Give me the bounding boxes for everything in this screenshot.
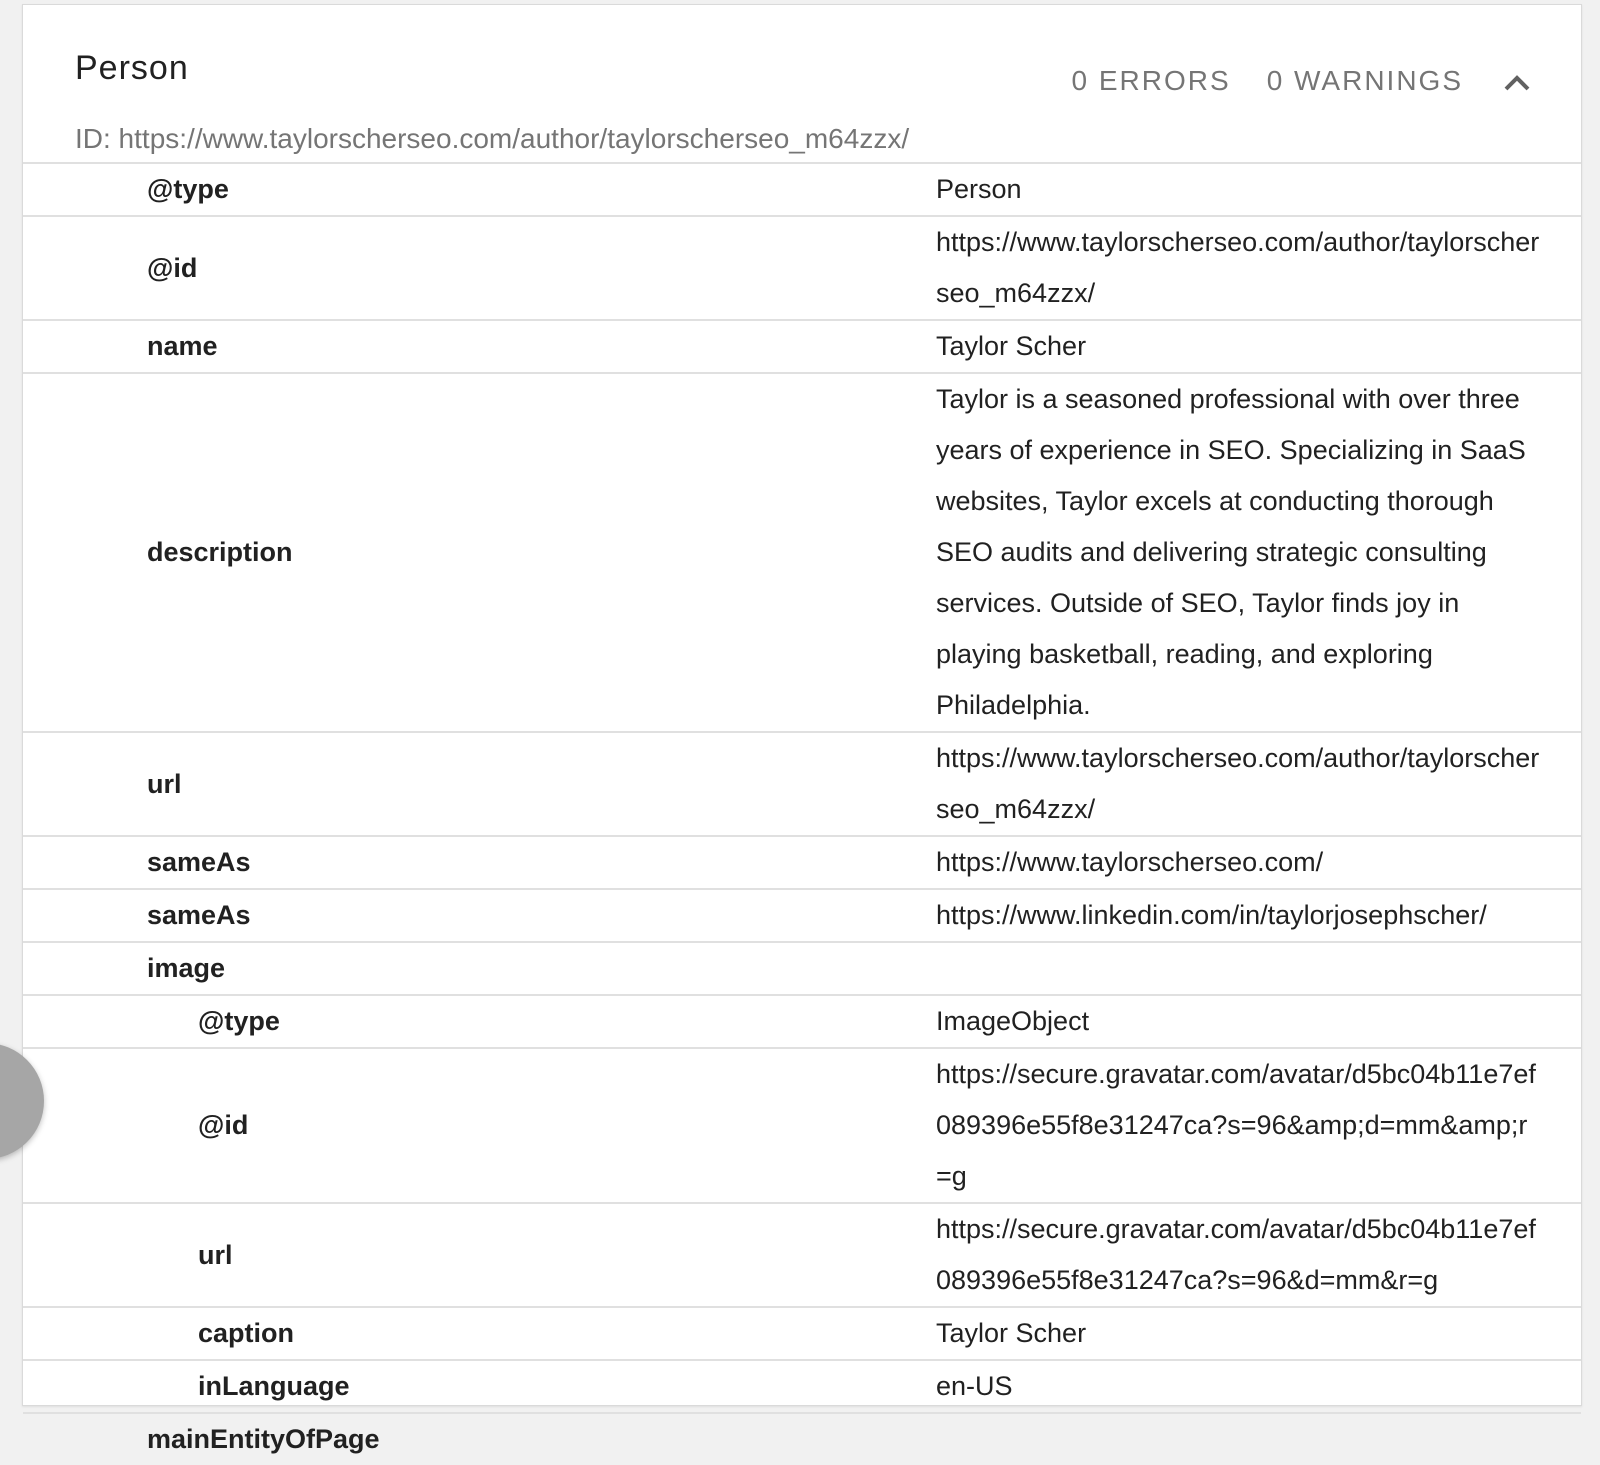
- property-value: https://www.taylorscherseo.com/: [936, 836, 1581, 889]
- property-value: https://www.taylorscherseo.com/author/taylorscherseo_m64zzx/: [936, 216, 1581, 320]
- property-value: [936, 942, 1581, 995]
- item-id: ID: https://www.taylorscherseo.com/author/taylorscherseo_m64zzx/: [75, 123, 910, 154]
- property-key: url: [23, 1203, 936, 1307]
- property-value: https://www.taylorscherseo.com/author/taylorscherseo_m64zzx/: [936, 732, 1581, 836]
- issue-counts: [1072, 65, 1463, 97]
- table-row: [23, 373, 1581, 732]
- property-value: Person: [936, 163, 1581, 216]
- chevron-up-icon: [1502, 73, 1532, 93]
- collapse-button[interactable]: [1497, 63, 1537, 103]
- table-row: [23, 216, 1581, 320]
- property-value: en-US: [936, 1360, 1581, 1413]
- property-key: sameAs: [23, 836, 936, 889]
- property-key: sameAs: [23, 889, 936, 942]
- table-row: [23, 1413, 1581, 1465]
- card-title: Person: [75, 49, 189, 87]
- property-key: caption: [23, 1307, 936, 1360]
- property-key: @type: [23, 995, 936, 1048]
- table-row: [23, 1203, 1581, 1307]
- property-value: https://secure.gravatar.com/avatar/d5bc04b11e7ef089396e55f8e31247ca?s=96&amp;d=mm&amp;r=g: [936, 1048, 1581, 1203]
- property-value: Taylor is a seasoned professional with over three years of experience in SEO. Specializing in SaaS websites, Taylor excels at conducting thorough SEO audits and delivering strategic consulting services. Outside of SEO, Taylor finds joy in playing basketball, reading, and exploring Philadelphia.: [936, 373, 1581, 732]
- property-value: https://www.linkedin.com/in/taylorjosephscher/: [936, 889, 1581, 942]
- table-row: [23, 320, 1581, 373]
- table-row: [23, 836, 1581, 889]
- property-value: https://secure.gravatar.com/avatar/d5bc04b11e7ef089396e55f8e31247ca?s=96&d=mm&r=g: [936, 1203, 1581, 1307]
- structured-data-card: [22, 4, 1582, 1454]
- property-value: [936, 1413, 1581, 1465]
- errors-count: 0 ERRORS: [1071, 65, 1231, 96]
- table-row: [23, 163, 1581, 216]
- property-key: url: [23, 732, 936, 836]
- properties-table: [23, 162, 1581, 1465]
- table-row: [23, 1048, 1581, 1203]
- property-key: mainEntityOfPage: [23, 1413, 936, 1465]
- table-row: [23, 995, 1581, 1048]
- property-key: @id: [23, 216, 936, 320]
- warnings-count: 0 WARNINGS: [1266, 65, 1463, 96]
- table-row: [23, 942, 1581, 995]
- property-key: inLanguage: [23, 1360, 936, 1413]
- table-row: [23, 1360, 1581, 1413]
- property-key: image: [23, 942, 936, 995]
- property-value: Taylor Scher: [936, 320, 1581, 373]
- property-key: name: [23, 320, 936, 373]
- property-key: @type: [23, 163, 936, 216]
- table-row: [23, 1307, 1581, 1360]
- property-value: ImageObject: [936, 995, 1581, 1048]
- table-row: [23, 732, 1581, 836]
- property-key: @id: [23, 1048, 936, 1203]
- property-key: description: [23, 373, 936, 732]
- property-value: Taylor Scher: [936, 1307, 1581, 1360]
- table-row: [23, 889, 1581, 942]
